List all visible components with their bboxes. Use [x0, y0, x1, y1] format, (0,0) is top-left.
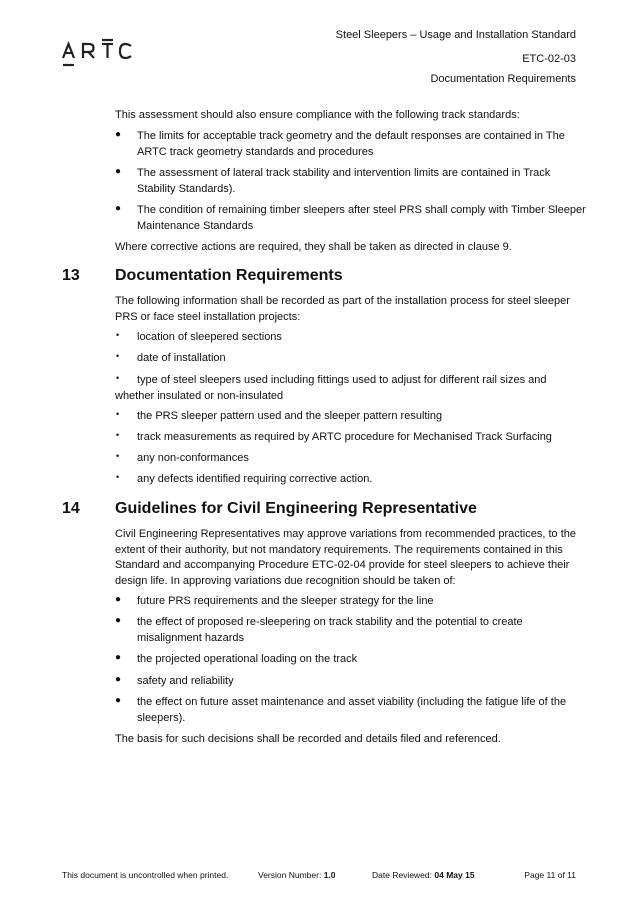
artc-logo: [61, 38, 141, 72]
intro-lead: This assessment should also ensure compliance with the following track standards:: [115, 109, 520, 121]
bullet-icon: •: [116, 330, 120, 340]
documentation-item: date of installation: [137, 352, 226, 364]
bullet-icon: ●: [115, 674, 122, 685]
document-title: Steel Sleepers – Usage and Installation Standard: [335, 29, 576, 41]
guideline-bullet: future PRS requirements and the sleeper strategy for the line: [137, 595, 434, 607]
documentation-item: track measurements as required by ARTC procedure for Mechanised Track Surfacing: [137, 431, 552, 443]
documentation-item: the PRS sleeper pattern used and the sleeper pattern resulting: [137, 410, 443, 422]
guideline-bullet: the projected operational loading on the track: [137, 653, 358, 665]
bullet-icon: ●: [115, 166, 122, 177]
section-heading: Documentation Requirements: [115, 267, 343, 284]
footer-page-number: Page 11 of 11: [524, 870, 576, 880]
guideline-bullet: safety and reliability: [137, 675, 234, 687]
bullet-icon: •: [116, 409, 120, 419]
header-section-title: Documentation Requirements: [430, 73, 576, 85]
section13-lead: The following information shall be recorded as part of the installation process for steel sleeper PRS or face steel installation projects:: [115, 295, 570, 323]
bullet-icon: •: [116, 451, 120, 461]
bullet-icon: •: [116, 430, 120, 440]
version-label: Version Number:: [258, 870, 322, 880]
bullet-icon: •: [116, 472, 120, 482]
guideline-bullet: the effect on future asset maintenance and asset viability (including the fatigue life of the sleepers).: [137, 696, 567, 724]
bullet-icon: ●: [115, 695, 122, 706]
bullet-icon: ●: [115, 615, 122, 626]
section-number: 14: [62, 500, 80, 517]
bullet-icon: ●: [115, 594, 122, 605]
documentation-item: any defects identified requiring corrective action.: [137, 473, 373, 485]
reviewed-value: 04 May 15: [434, 870, 475, 880]
footer-uncontrolled-notice: This document is uncontrolled when printed.: [62, 870, 229, 880]
documentation-item: any non-conformances: [137, 452, 249, 464]
bullet-icon: ●: [115, 129, 122, 140]
guideline-bullet: the effect of proposed re-sleepering on track stability and the potential to create misalignment hazards: [137, 616, 523, 644]
intro-bullet: The condition of remaining timber sleepers after steel PRS shall comply with Timber Sleeper Maintenance Standards: [137, 204, 586, 232]
intro-bullet: The limits for acceptable track geometry and the default responses are contained in The ARTC track geometry standards and procedures: [137, 130, 565, 158]
section-heading: Guidelines for Civil Engineering Representative: [115, 500, 477, 517]
document-number: ETC-02-03: [522, 53, 576, 65]
reviewed-label: Date Reviewed:: [372, 870, 433, 880]
section14-lead: Civil Engineering Representatives may approve variations from recommended practices, to the extent of their authority, but not mandatory requirements. The requirements contained in this Standard and accompanying Procedure ETC-02-04 provide for steel sleepers to achieve their design life. In approving variations due recognition should be taken of:: [115, 528, 576, 587]
bullet-icon: •: [116, 373, 120, 383]
documentation-item: location of sleepered sections: [137, 331, 282, 343]
section-number: 13: [62, 267, 80, 284]
section14-closing: The basis for such decisions shall be recorded and details filed and referenced.: [115, 733, 501, 745]
footer-date-reviewed: [372, 870, 475, 880]
intro-closing: Where corrective actions are required, they shall be taken as directed in clause 9.: [115, 241, 512, 253]
bullet-icon: •: [116, 351, 120, 361]
version-value: 1.0: [323, 870, 336, 880]
bullet-icon: ●: [115, 203, 122, 214]
documentation-item: type of steel sleepers used including fittings used to adjust for different rail sizes and whether insulated or non-insulated: [115, 374, 547, 402]
footer-version: [258, 870, 336, 880]
bullet-icon: ●: [115, 652, 122, 663]
intro-bullet: The assessment of lateral track stability and intervention limits are contained in Track Stability Standards).: [137, 167, 551, 195]
